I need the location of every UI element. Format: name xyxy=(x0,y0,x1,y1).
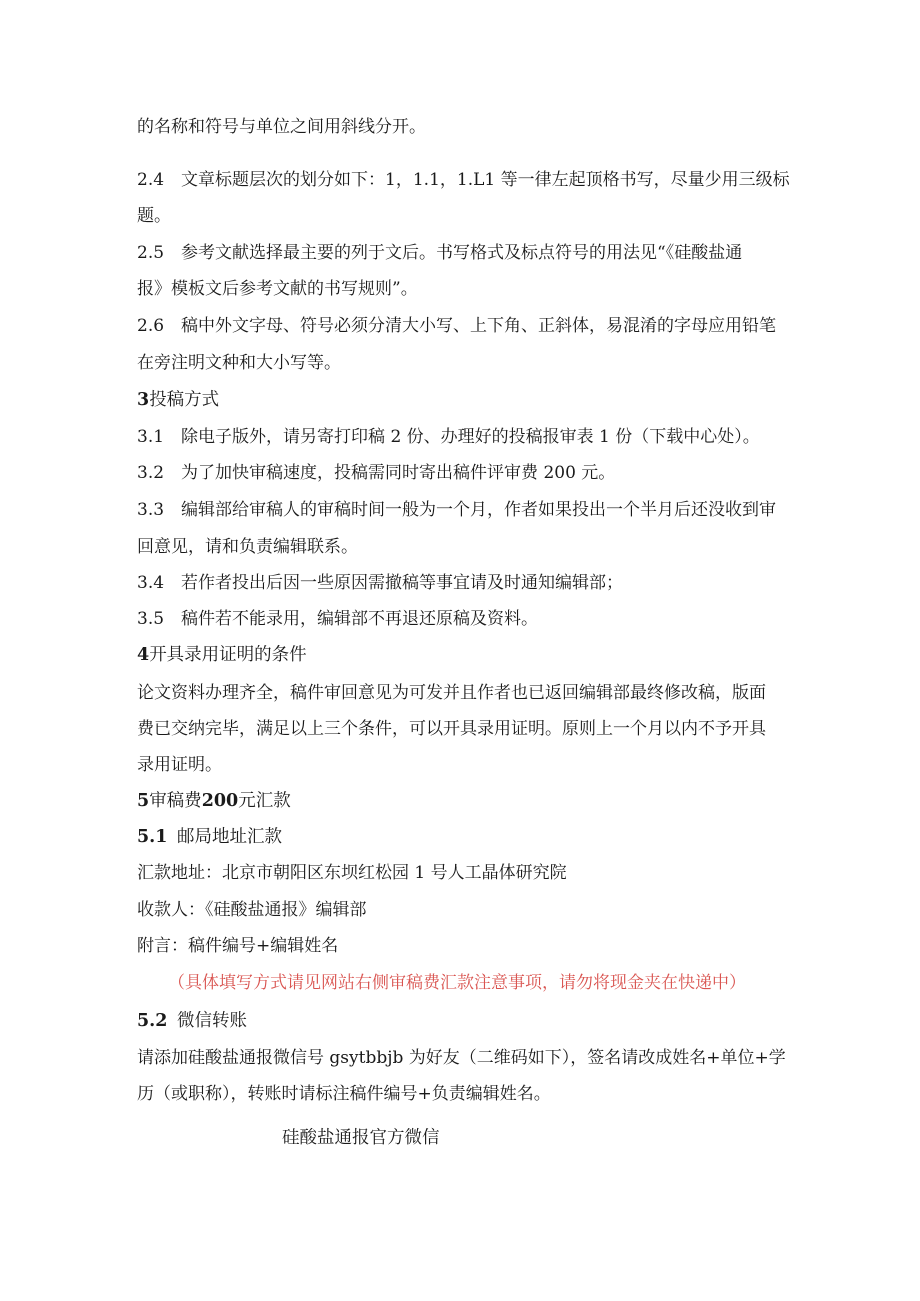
section-number: 3 xyxy=(137,390,150,410)
text-line: 2.5 参考文献选择最主要的列于文后。书写格式及标点符号的用法见“《硅酸盐通 xyxy=(137,243,743,263)
section-number: 5.2 xyxy=(137,1011,168,1031)
section-number: 5 xyxy=(137,791,150,811)
section-title: 开具录用证明的条件 xyxy=(149,645,307,665)
section-heading-5-2 xyxy=(137,1010,247,1032)
remit-address: 汇款地址：北京市朝阳区东坝红松园 1 号人工晶体研究院 xyxy=(137,863,567,883)
text-line: 报》模板文后参考文献的书写规则”。 xyxy=(137,279,418,299)
text-line: 录用证明。 xyxy=(137,755,222,775)
text-line: 3.5 稿件若不能录用，编辑部不再退还原稿及资料。 xyxy=(137,609,539,629)
text-line: 2.6 稿中外文字母、符号必须分清大小写、上下角、正斜体，易混淆的字母应用铅笔 xyxy=(137,316,777,336)
text-line: 论文资料办理齐全，稿件审回意见为可发并且作者也已返回编辑部最终修改稿，版面 xyxy=(137,683,766,703)
section-number: 4 xyxy=(137,645,150,665)
text-line: 3.4 若作者投出后因一些原因需撤稿等事宜请及时通知编辑部； xyxy=(137,573,624,593)
section-heading-5-1 xyxy=(137,826,282,848)
section-heading-3 xyxy=(137,389,219,411)
payee: 收款人：《硅酸盐通报》编辑部 xyxy=(137,900,367,920)
amount-number: 200 xyxy=(201,791,239,811)
warning-note: （具体填写方式请见网站右侧审稿费汇款注意事项，请勿将现金夹在快递中） xyxy=(168,973,746,993)
text-line: 题。 xyxy=(137,206,171,226)
text-line: 3.2 为了加快审稿速度，投稿需同时寄出稿件评审费 200 元。 xyxy=(137,463,616,483)
section-title: 邮局地址汇款 xyxy=(177,827,282,847)
section-number: 5.1 xyxy=(137,827,168,847)
text-line: 请添加硅酸盐通报微信号 gsytbbjb 为好友（二维码如下），签名请改成姓名+单位+学 xyxy=(137,1048,786,1068)
section-title: 微信转账 xyxy=(177,1011,247,1031)
text-line: 2.4 文章标题层次的划分如下：1，1.1，1.L1 等一律左起顶格书写，尽量少用三级标 xyxy=(137,170,790,190)
section-heading-4 xyxy=(137,644,307,666)
text-line: 回意见，请和负责编辑联系。 xyxy=(137,537,358,557)
text-line: 3.1 除电子版外，请另寄打印稿 2 份、办理好的投稿报审表 1 份（下载中心处）。 xyxy=(137,427,760,447)
text-line: 在旁注明文种和大小写等。 xyxy=(137,353,341,373)
remit-note: 附言：稿件编号+编辑姓名 xyxy=(137,936,339,956)
wechat-caption: 硅酸盐通报官方微信 xyxy=(282,1127,440,1148)
text-line: 历（或职称），转账时请标注稿件编号+负责编辑姓名。 xyxy=(137,1084,551,1104)
text-line: 费已交纳完毕，满足以上三个条件，可以开具录用证明。原则上一个月以内不予开具 xyxy=(137,719,766,739)
text-line: 3.3 编辑部给审稿人的审稿时间一般为一个月，作者如果投出一个半月后还没收到审 xyxy=(137,500,777,520)
section-heading-5 xyxy=(137,790,291,812)
section-title: 投稿方式 xyxy=(149,390,220,410)
text-line: 的名称和符号与单位之间用斜线分开。 xyxy=(137,117,426,137)
section-title-part: 元汇款 xyxy=(238,791,291,811)
section-title-part: 审稿费 xyxy=(149,791,202,811)
